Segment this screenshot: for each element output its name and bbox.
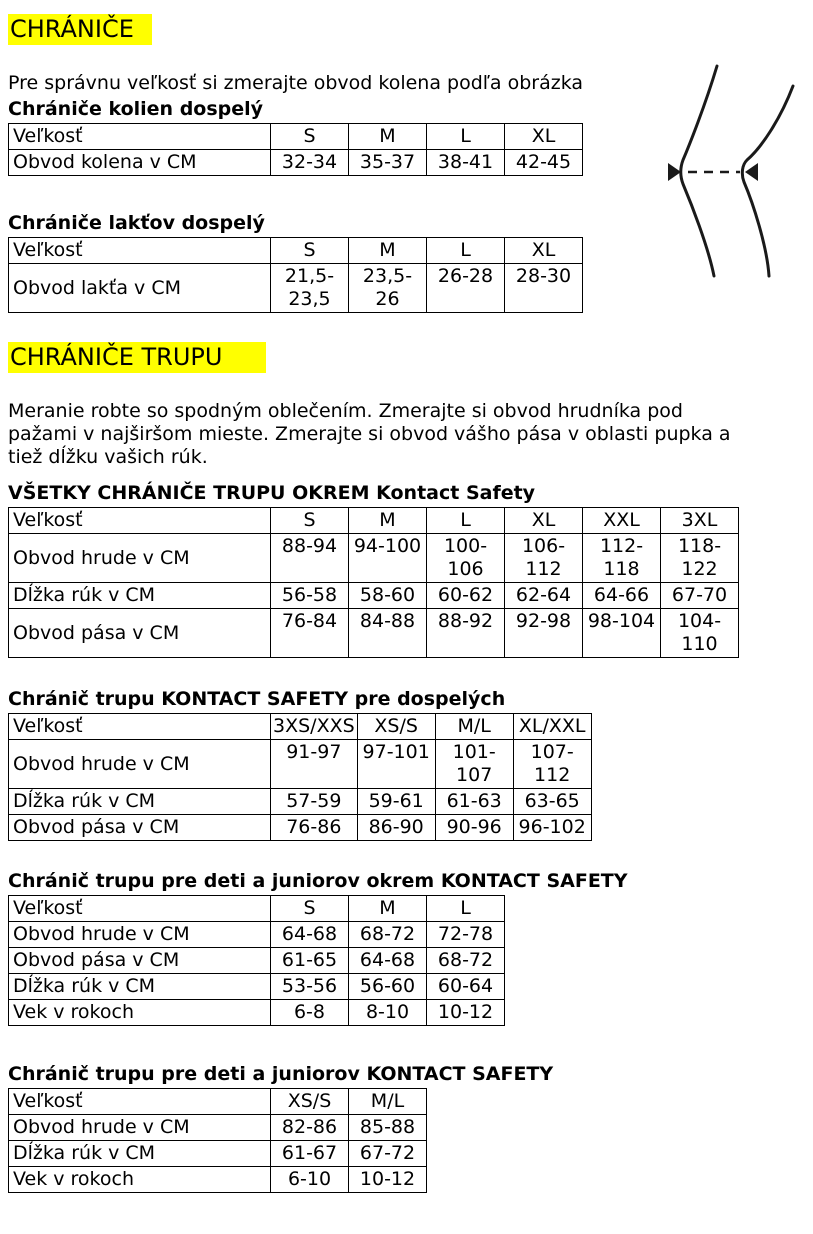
- size-table: [8, 895, 505, 1026]
- value-cell: 62-64: [505, 583, 583, 609]
- table-row: [9, 534, 739, 583]
- row-label-cell: Obvod kolena v CM: [9, 150, 271, 176]
- value-cell: 60-62: [427, 583, 505, 609]
- value-cell: 96-102: [513, 815, 591, 841]
- row-label-cell: Obvod pása v CM: [9, 815, 271, 841]
- value-cell: 60-64: [427, 974, 505, 1000]
- value-cell: 64-68: [271, 922, 349, 948]
- row-label-cell: Veľkosť: [9, 1089, 271, 1115]
- value-cell: 85-88: [349, 1115, 427, 1141]
- table-row: [9, 815, 592, 841]
- table-row: [9, 264, 583, 313]
- table-header-row: [9, 714, 592, 740]
- value-cell: 68-72: [349, 922, 427, 948]
- value-cell: 67-70: [661, 583, 739, 609]
- value-cell: 91-97: [271, 740, 358, 789]
- table-block-kids-other: [8, 870, 805, 1026]
- value-cell: 28-30: [505, 264, 583, 313]
- size-header-cell: 3XS/XXS: [271, 714, 358, 740]
- row-label-cell: Dĺžka rúk v CM: [9, 974, 271, 1000]
- size-header-cell: S: [271, 508, 349, 534]
- value-cell: 61-67: [271, 1141, 349, 1167]
- value-cell: 53-56: [271, 974, 349, 1000]
- table-row: [9, 1141, 427, 1167]
- size-header-cell: XL: [505, 238, 583, 264]
- size-header-cell: M: [349, 124, 427, 150]
- value-cell: 112-118: [583, 534, 661, 583]
- row-label-cell: Veľkosť: [9, 238, 271, 264]
- size-table: [8, 713, 592, 841]
- value-cell: 76-84: [271, 609, 349, 658]
- value-cell: 38-41: [427, 150, 505, 176]
- section-heading-torso: CHRÁNIČE TRUPU: [8, 342, 266, 373]
- value-cell: 6-10: [271, 1167, 349, 1193]
- value-cell: 32-34: [271, 150, 349, 176]
- row-label-cell: Obvod pása v CM: [9, 609, 271, 658]
- size-header-cell: L: [427, 508, 505, 534]
- value-cell: 21,5-23,5: [271, 264, 349, 313]
- size-header-cell: S: [271, 238, 349, 264]
- arrowhead-left-icon: [668, 163, 681, 181]
- table-row: [9, 789, 592, 815]
- value-cell: 56-58: [271, 583, 349, 609]
- intro-text: Pre správnu veľkosť si zmerajte obvod kolena podľa obrázka: [8, 72, 584, 94]
- row-label-cell: Obvod hrude v CM: [9, 922, 271, 948]
- value-cell: 58-60: [349, 583, 427, 609]
- size-header-cell: M/L: [435, 714, 513, 740]
- value-cell: 42-45: [505, 150, 583, 176]
- value-cell: 107-112: [513, 740, 591, 789]
- size-header-cell: M: [349, 896, 427, 922]
- size-header-cell: XL/XXL: [513, 714, 591, 740]
- measure-note-text: Meranie robte so spodným oblečením. Zmerajte si obvod hrudníka pod pažami v najširšom mieste. Zmerajte si obvod vášho pása v oblasti pupka a tiež dĺžku vašich rúk.: [8, 400, 731, 468]
- value-cell: 68-72: [427, 948, 505, 974]
- size-header-cell: L: [427, 896, 505, 922]
- size-header-cell: L: [427, 238, 505, 264]
- value-cell: 101-107: [435, 740, 513, 789]
- table-row: [9, 948, 505, 974]
- table-row: [9, 740, 592, 789]
- size-header-cell: L: [427, 124, 505, 150]
- value-cell: 82-86: [271, 1115, 349, 1141]
- row-label-cell: Obvod hrude v CM: [9, 534, 271, 583]
- size-header-cell: XS/S: [271, 1089, 349, 1115]
- value-cell: 97-101: [357, 740, 435, 789]
- size-header-cell: XL: [505, 508, 583, 534]
- value-cell: 100-106: [427, 534, 505, 583]
- size-header-cell: 3XL: [661, 508, 739, 534]
- value-cell: 94-100: [349, 534, 427, 583]
- value-cell: 64-66: [583, 583, 661, 609]
- size-table: [8, 123, 583, 176]
- table-header-row: [9, 124, 583, 150]
- knee-measure-diagram: [650, 58, 800, 286]
- value-cell: 6-8: [271, 1000, 349, 1026]
- row-label-cell: Dĺžka rúk v CM: [9, 583, 271, 609]
- table-header-row: [9, 508, 739, 534]
- row-label-cell: Veľkosť: [9, 508, 271, 534]
- table-block-kontact-adult: [8, 688, 805, 841]
- row-label-cell: Veľkosť: [9, 124, 271, 150]
- size-table: [8, 237, 583, 313]
- size-header-cell: XXL: [583, 508, 661, 534]
- table-title: Chránič trupu KONTACT SAFETY pre dospelých: [8, 688, 506, 710]
- table-title: Chrániče lakťov dospelý: [8, 212, 265, 234]
- value-cell: 59-61: [357, 789, 435, 815]
- table-title: Chránič trupu pre deti a juniorov KONTACT SAFETY: [8, 1063, 554, 1085]
- value-cell: 63-65: [513, 789, 591, 815]
- row-label-cell: Vek v rokoch: [9, 1167, 271, 1193]
- value-cell: 88-92: [427, 609, 505, 658]
- arrowhead-right-icon: [745, 163, 758, 181]
- value-cell: 92-98: [505, 609, 583, 658]
- value-cell: 64-68: [349, 948, 427, 974]
- size-header-cell: XL: [505, 124, 583, 150]
- table-header-row: [9, 896, 505, 922]
- value-cell: 26-28: [427, 264, 505, 313]
- value-cell: 56-60: [349, 974, 427, 1000]
- table-title: VŠETKY CHRÁNIČE TRUPU OKREM Kontact Safety: [8, 482, 536, 504]
- value-cell: 90-96: [435, 815, 513, 841]
- size-header-cell: M: [349, 238, 427, 264]
- table-row: [9, 974, 505, 1000]
- row-label-cell: Dĺžka rúk v CM: [9, 1141, 271, 1167]
- table-header-row: [9, 238, 583, 264]
- size-header-cell: XS/S: [357, 714, 435, 740]
- row-label-cell: Veľkosť: [9, 714, 271, 740]
- row-label-cell: Obvod lakťa v CM: [9, 264, 271, 313]
- table-row: [9, 609, 739, 658]
- value-cell: 76-86: [271, 815, 358, 841]
- row-label-cell: Obvod hrude v CM: [9, 1115, 271, 1141]
- size-header-cell: M: [349, 508, 427, 534]
- value-cell: 106-112: [505, 534, 583, 583]
- table-block-torso-all: [8, 482, 805, 658]
- row-label-cell: Veľkosť: [9, 896, 271, 922]
- value-cell: 86-90: [357, 815, 435, 841]
- size-header-cell: M/L: [349, 1089, 427, 1115]
- table-title: Chránič trupu pre deti a juniorov okrem KONTACT SAFETY: [8, 870, 628, 892]
- table-row: [9, 1000, 505, 1026]
- value-cell: 8-10: [349, 1000, 427, 1026]
- value-cell: 67-72: [349, 1141, 427, 1167]
- value-cell: 57-59: [271, 789, 358, 815]
- value-cell: 35-37: [349, 150, 427, 176]
- size-table: [8, 1088, 427, 1193]
- value-cell: 10-12: [427, 1000, 505, 1026]
- knee-diagram-svg: [650, 58, 800, 286]
- value-cell: 23,5-26: [349, 264, 427, 313]
- row-label-cell: Dĺžka rúk v CM: [9, 789, 271, 815]
- table-header-row: [9, 1089, 427, 1115]
- value-cell: 118-122: [661, 534, 739, 583]
- table-block-kids-kontact: [8, 1063, 805, 1193]
- row-label-cell: Obvod pása v CM: [9, 948, 271, 974]
- size-header-cell: S: [271, 896, 349, 922]
- value-cell: 61-63: [435, 789, 513, 815]
- section-heading-protectors: CHRÁNIČE: [8, 14, 152, 45]
- value-cell: 61-65: [271, 948, 349, 974]
- size-table: [8, 507, 739, 658]
- value-cell: 88-94: [271, 534, 349, 583]
- value-cell: 10-12: [349, 1167, 427, 1193]
- value-cell: 104-110: [661, 609, 739, 658]
- value-cell: 72-78: [427, 922, 505, 948]
- size-header-cell: S: [271, 124, 349, 150]
- table-row: [9, 1167, 427, 1193]
- value-cell: 84-88: [349, 609, 427, 658]
- value-cell: 98-104: [583, 609, 661, 658]
- row-label-cell: Vek v rokoch: [9, 1000, 271, 1026]
- table-row: [9, 150, 583, 176]
- table-row: [9, 583, 739, 609]
- table-row: [9, 1115, 427, 1141]
- row-label-cell: Obvod hrude v CM: [9, 740, 271, 789]
- leg-back-outline: [742, 86, 793, 276]
- table-row: [9, 922, 505, 948]
- table-title: Chrániče kolien dospelý: [8, 98, 264, 120]
